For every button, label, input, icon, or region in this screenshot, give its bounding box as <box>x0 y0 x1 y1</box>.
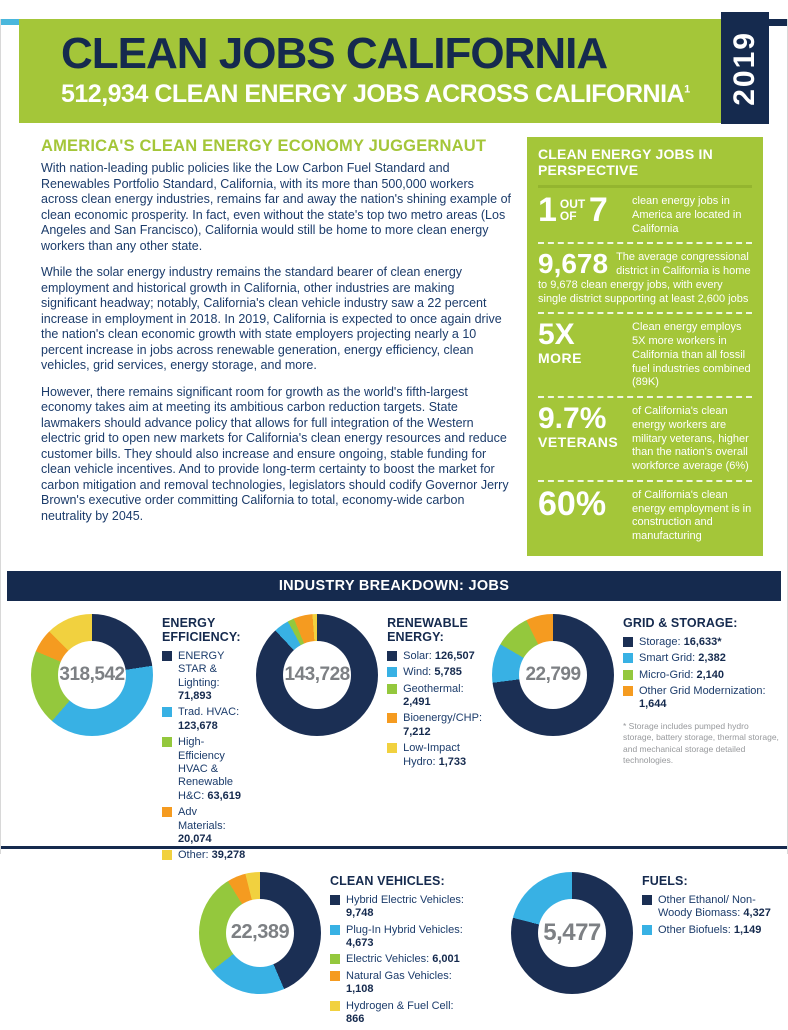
legend-item <box>642 894 779 921</box>
stat-number <box>538 402 624 450</box>
stat-description: Clean energy employs 5X more workers in California than all fossil fuel industries combined (89K) <box>632 321 751 389</box>
legend-label: Solar: 126,507 <box>403 649 475 662</box>
legend-item <box>623 636 779 649</box>
stat-big-number: 9.7% <box>538 402 607 435</box>
legend-item <box>623 685 779 712</box>
legend-energy-efficiency <box>162 614 246 866</box>
perspective-title: CLEAN ENERGY JOBS IN PERSPECTIVE <box>538 146 752 188</box>
legend-item <box>162 849 246 862</box>
legend-title: FUELS: <box>642 873 688 888</box>
legend-title: CLEAN VEHICLES: <box>330 873 445 888</box>
stat-item-5x-more <box>538 314 752 398</box>
stat-item-congressional-districts <box>538 244 752 314</box>
donut-clean-vehicles <box>199 872 321 994</box>
legend-item <box>387 650 482 663</box>
legend-item <box>330 894 467 921</box>
legend-label: High-Efficiency HVAC & Renewable H&C: 63,619 <box>178 736 241 802</box>
legend-swatch <box>623 653 633 663</box>
legend-item <box>162 806 246 846</box>
donut-center-value: 5,477 <box>543 918 601 946</box>
legend-swatch <box>330 954 340 964</box>
storage-footnote: * Storage includes pumped hydro storage, battery storage, thermal storage, and mechanical storage detailed technologies. <box>623 720 779 766</box>
legend-label: Other: 39,278 <box>178 849 246 862</box>
perspective-sidebar <box>527 137 763 556</box>
page-subtitle-text: 512,934 CLEAN ENERGY JOBS ACROSS CALIFORNIA <box>61 79 685 108</box>
chart-group-clean-vehicles <box>199 872 467 1030</box>
article-paragraph: However, there remains significant room for growth as the world's fifth-largest economy takes aim at meeting its ambitious carbon reduction targets. State lawmakers should advance policy that allows for full integration of the Western electric grid to open new markets for California's clean energy resources and reduce customer bills. They should also increase and ensure ongoing, stable funding for clean vehicle incentives. And to provide long-term certainty to boost the market for carbon mitigation and removal technologies, legislators should codify Governor Jerry Brown's executive order committing California to total, economy-wide carbon neutrality by 2045. <box>41 384 509 523</box>
legend-swatch <box>330 925 340 935</box>
legend-item <box>330 1000 467 1027</box>
legend-swatch <box>642 895 652 905</box>
stat-description: of California's clean energy employment is in construction and manufacturing <box>632 488 752 542</box>
legend-items <box>162 650 246 863</box>
legend-swatch <box>330 895 340 905</box>
legend-label: Low-Impact Hydro: 1,733 <box>403 742 467 768</box>
bottom-rule <box>1 846 787 849</box>
charts-row-1 <box>31 614 779 866</box>
main-content <box>41 137 769 556</box>
legend-swatch <box>623 686 633 696</box>
article-paragraph: With nation-leading public policies like the Low Carbon Fuel Standard and Renewables Portfolio Standard, California, with its more than 500,000 workers across clean energy industries, remains far and away the nation's shining example of clean economic prosperity. In fact, even without the state's top two metro areas (Los Angeles and San Francisco), California would still be home to more clean energy workers than any other state. <box>41 161 512 253</box>
page-subtitle <box>61 80 769 109</box>
donut-grid-storage <box>492 614 614 736</box>
legend-swatch <box>387 713 397 723</box>
legend-item <box>623 652 779 665</box>
donut-fuels <box>511 872 633 994</box>
legend-label: Other Grid Modernization: 1,644 <box>639 684 766 711</box>
legend-items <box>642 894 779 937</box>
legend-label: Micro-Grid: 2,140 <box>639 668 724 681</box>
legend-item <box>162 736 246 803</box>
legend-item <box>330 953 467 966</box>
stat-big-number: 5X <box>538 318 575 352</box>
article-heading: AMERICA'S CLEAN ENERGY ECONOMY JUGGERNAUT <box>41 137 487 155</box>
legend-swatch <box>387 743 397 753</box>
subtitle-footnote-marker: 1 <box>684 83 690 96</box>
legend-label: Plug-In Hybrid Vehicles: 4,673 <box>346 923 463 950</box>
legend-swatch <box>387 651 397 661</box>
donut-center-value: 22,389 <box>230 921 290 944</box>
legend-item <box>387 683 482 710</box>
industry-breakdown-header: INDUSTRY BREAKDOWN: JOBS <box>7 571 781 601</box>
legend-swatch <box>162 707 172 717</box>
legend-grid-storage <box>623 614 779 767</box>
charts-row-2 <box>199 872 779 1030</box>
legend-swatch <box>162 850 172 860</box>
legend-items <box>387 650 482 769</box>
legend-item <box>162 650 246 704</box>
legend-label: Other Ethanol/ Non-Woody Biomass: 4,327 <box>658 893 771 920</box>
legend-label: Natural Gas Vehicles: 1,108 <box>346 969 452 996</box>
legend-item <box>623 669 779 682</box>
legend-item <box>162 706 246 733</box>
legend-label: Bioenergy/CHP: 7,212 <box>403 712 482 738</box>
header-banner <box>19 19 769 123</box>
chart-group-grid-storage <box>492 614 779 767</box>
stat-description: clean energy jobs in America are located in California <box>632 195 742 235</box>
legend-clean-vehicles <box>330 872 467 1030</box>
chart-group-renewable-energy <box>256 614 482 772</box>
stat-big-number: 9,678 <box>538 248 609 280</box>
legend-items <box>623 636 779 712</box>
legend-label: Adv Materials: 20,074 <box>178 806 226 846</box>
stat-ratio-label: OUT OF <box>559 197 586 223</box>
donut-center-value: 318,542 <box>59 663 125 685</box>
stat-number <box>538 191 624 229</box>
year-badge-text: 2019 <box>728 30 761 106</box>
legend-title: GRID & STORAGE: <box>623 615 738 630</box>
legend-item <box>330 970 467 997</box>
year-badge <box>721 12 769 124</box>
legend-item <box>387 742 482 769</box>
donut-renewable-energy <box>256 614 378 736</box>
legend-swatch <box>387 667 397 677</box>
legend-swatch <box>623 670 633 680</box>
stat-description: The average congressional district in California is home to 9,678 clean energy jobs, with every single district supporting at least 2,600 jobs <box>538 251 751 305</box>
legend-swatch <box>623 637 633 647</box>
donut-center-value: 143,728 <box>284 663 350 685</box>
legend-fuels <box>642 872 779 994</box>
legend-swatch <box>642 925 652 935</box>
legend-label: Electric Vehicles: 6,001 <box>346 953 460 966</box>
legend-item <box>330 924 467 951</box>
article-paragraph: While the solar energy industry remains the standard bearer of clean energy employment and historical growth in California, other industries are making significant headway; notably, California's clean vehicle industry saw a 22 percent increase in employment in 2018. In 2019, California is expected to once again drive the nation's clean economic growth with state employers projecting nearly a 10 percent increase in jobs across renewable generation, energy efficiency, clean vehicles, grid services, energy storage, and more. <box>41 265 502 372</box>
donut-center-value: 22,799 <box>525 663 581 685</box>
legend-item <box>387 712 482 739</box>
stat-big-number: 7 <box>588 191 608 229</box>
legend-renewable-energy <box>387 614 482 772</box>
stat-sub-label: VETERANS <box>538 433 619 450</box>
page-title: CLEAN JOBS CALIFORNIA <box>61 29 608 78</box>
legend-swatch <box>162 807 172 817</box>
legend-items <box>330 894 467 1027</box>
header-text <box>19 19 769 109</box>
legend-swatch <box>162 651 172 661</box>
stat-item-one-out-of-seven <box>538 188 752 244</box>
legend-label: ENERGY STAR & Lighting: 71,893 <box>178 649 225 702</box>
stat-big-number: 1 <box>538 191 557 229</box>
legend-label: Geothermal: 2,491 <box>403 682 464 708</box>
legend-label: Other Biofuels: 1,149 <box>658 923 762 936</box>
stat-item-construction-manufacturing <box>538 482 752 550</box>
legend-swatch <box>330 971 340 981</box>
donut-energy-efficiency <box>31 614 153 736</box>
legend-label: Storage: 16,633* <box>639 635 722 648</box>
legend-label: Hydrogen & Fuel Cell: 866 <box>346 999 454 1026</box>
legend-label: Hybrid Electric Vehicles: 9,748 <box>346 893 464 920</box>
legend-title: RENEWABLE ENERGY: <box>387 615 468 644</box>
legend-swatch <box>162 737 172 747</box>
stat-big-number: 60% <box>538 484 607 523</box>
chart-group-fuels <box>511 872 779 994</box>
legend-label: Smart Grid: 2,382 <box>639 652 726 665</box>
legend-swatch <box>330 1001 340 1011</box>
legend-label: Trad. HVAC: 123,678 <box>178 706 240 732</box>
stat-sub-label: MORE <box>538 349 582 366</box>
stat-number <box>538 318 624 366</box>
legend-title: ENERGY EFFICIENCY: <box>162 615 241 644</box>
legend-item <box>387 666 482 679</box>
article-column <box>41 137 513 556</box>
legend-item <box>642 924 779 937</box>
legend-swatch <box>387 684 397 694</box>
chart-group-energy-efficiency <box>31 614 246 866</box>
infographic-page <box>0 19 788 1026</box>
stat-item-veterans <box>538 398 752 482</box>
stat-description: of California's clean energy workers are military veterans, higher than the nation's overall workforce average (6%) <box>632 405 749 472</box>
legend-label: Wind: 5,785 <box>403 666 462 679</box>
